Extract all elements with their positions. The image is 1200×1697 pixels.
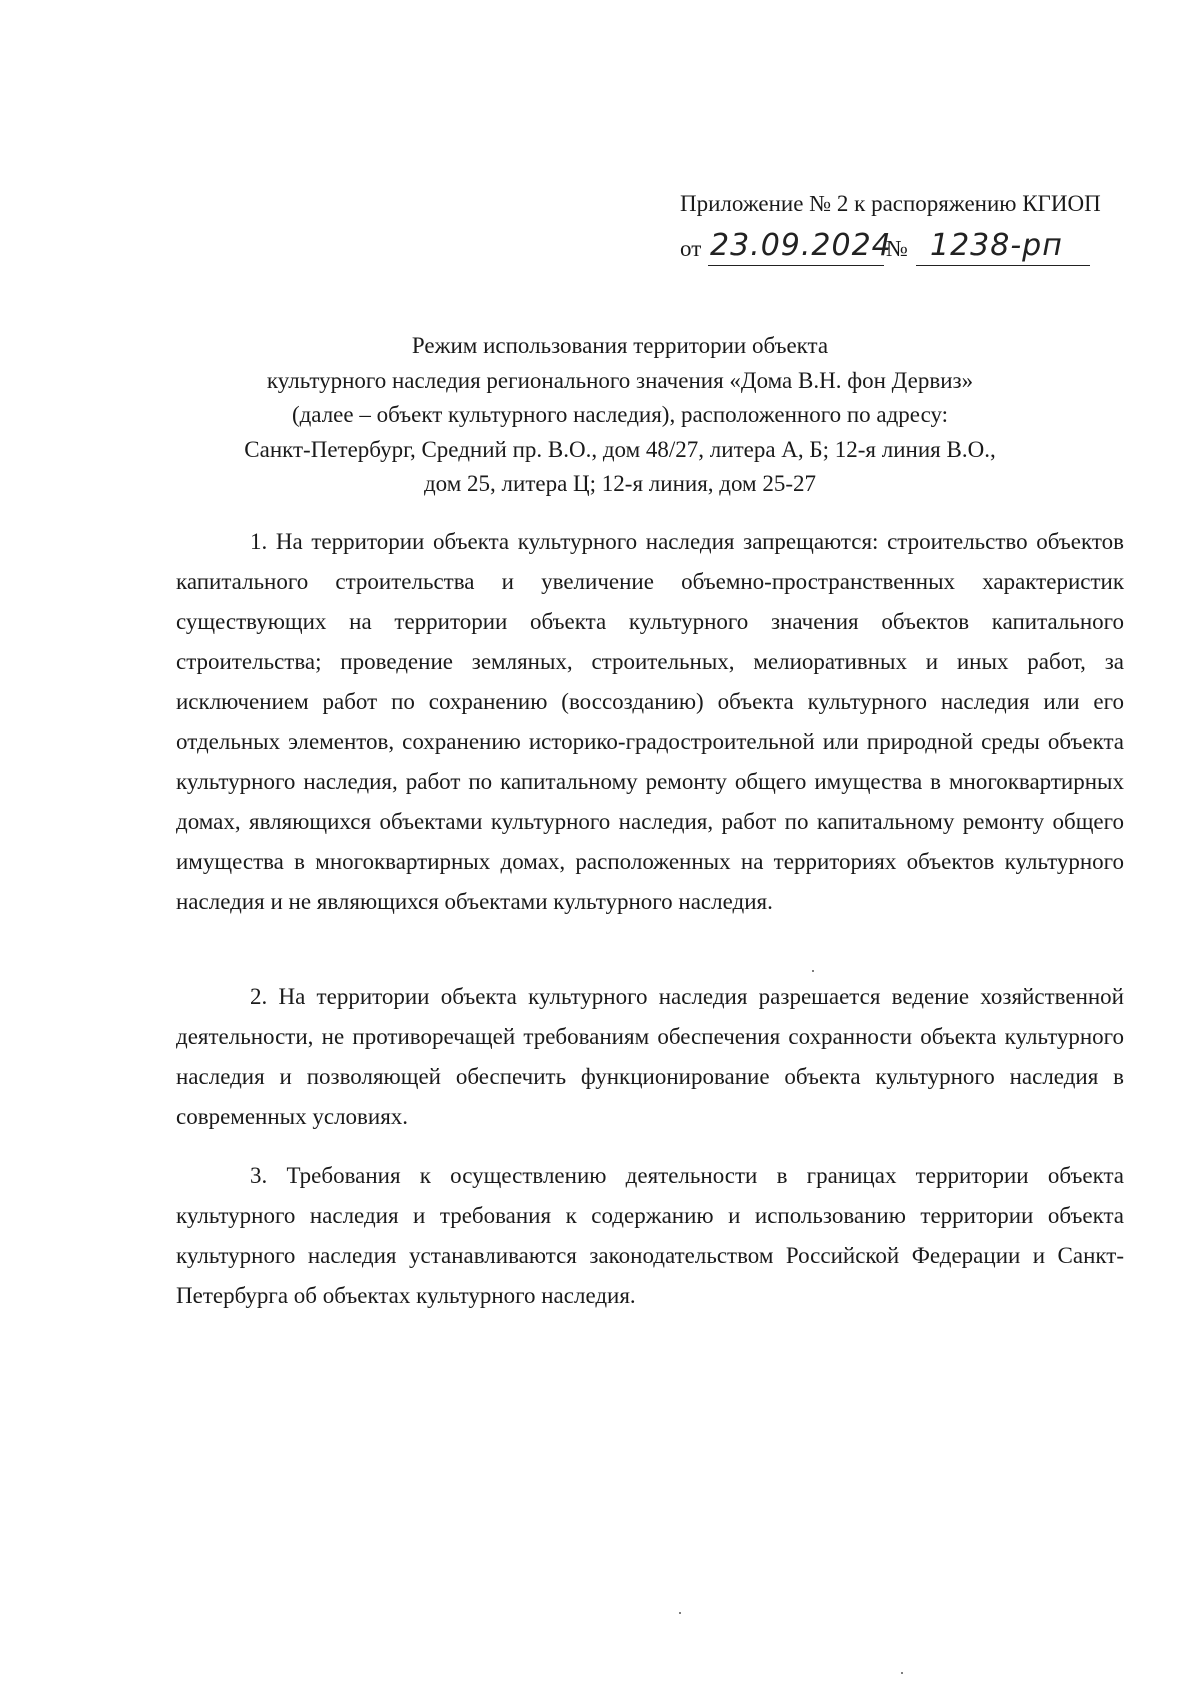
handwritten-date: 23.09.2024 [710, 228, 892, 263]
paragraph-3 [176, 1156, 1124, 1316]
handwritten-number: 1238-рп [930, 228, 1063, 263]
appendix-header [680, 188, 1160, 220]
title-line: Режим использования территории объекта [411, 333, 829, 358]
paragraph-2 [176, 977, 1124, 1137]
number-underline [916, 265, 1090, 266]
scan-speck [812, 970, 814, 972]
date-underline [708, 265, 884, 266]
title-line: Санкт-Петербург, Средний пр. В.О., дом 48/27, литера А, Б; 12-я линия В.О., [244, 436, 996, 462]
paragraph-1 [176, 522, 1124, 922]
title-line: (далее – объект культурного наследия), расположенного по адресу: [291, 402, 949, 427]
paragraph-text: 3. Требования к осуществлению деятельности в границах территории объекта культурного наследия и требования к содержанию и использованию территории объекта культурного наследия устанавливаются законодательством Российской Федерации и Санкт-Петербурга об объектах культурного наследия. [176, 1163, 1124, 1308]
document-title [120, 329, 1120, 502]
scan-speck [901, 1672, 903, 1674]
paragraph-text: 2. На территории объекта культурного наследия разрешается ведение хозяйственной деятельности, не противоречащей требованиям обеспечения сохранности объекта культурного наследия и позволяющей обеспечить функционирование объекта культурного наследия в современных условиях. [176, 984, 1124, 1129]
title-line: культурного наследия регионального значения «Дома В.Н. фон Дервиз» [266, 367, 974, 393]
paragraph-text: 1. На территории объекта культурного наследия запрещаются: строительство объектов капитального строительства и увеличение объемно-пространственных характеристик существующих на территории объекта культурного значения объектов капитального строительства; проведение земляных, строительных, мелиоративных и иных работ, за исключением работ по сохранению (воссозданию) объекта культурного наследия или его отдельных элементов, сохранению историко-градостроительной или природной среды объекта культурного наследия, работ по капитальному ремонту общего имущества в многоквартирных домах, являющихся объектами культурного наследия, работ по капитальному ремонту общего имущества в многоквартирных домах, расположенных на территориях объектов культурного наследия и не являющихся объектами культурного наследия. [176, 529, 1124, 914]
number-prefix: № [886, 236, 908, 261]
appendix-date-number-line [680, 228, 1160, 268]
appendix-title: Приложение № 2 к распоряжению КГИОП [680, 191, 1101, 216]
date-prefix: от [680, 236, 702, 261]
scan-speck [679, 1612, 681, 1614]
title-line: дом 25, литера Ц; 12-я линия, дом 25-27 [423, 471, 817, 496]
